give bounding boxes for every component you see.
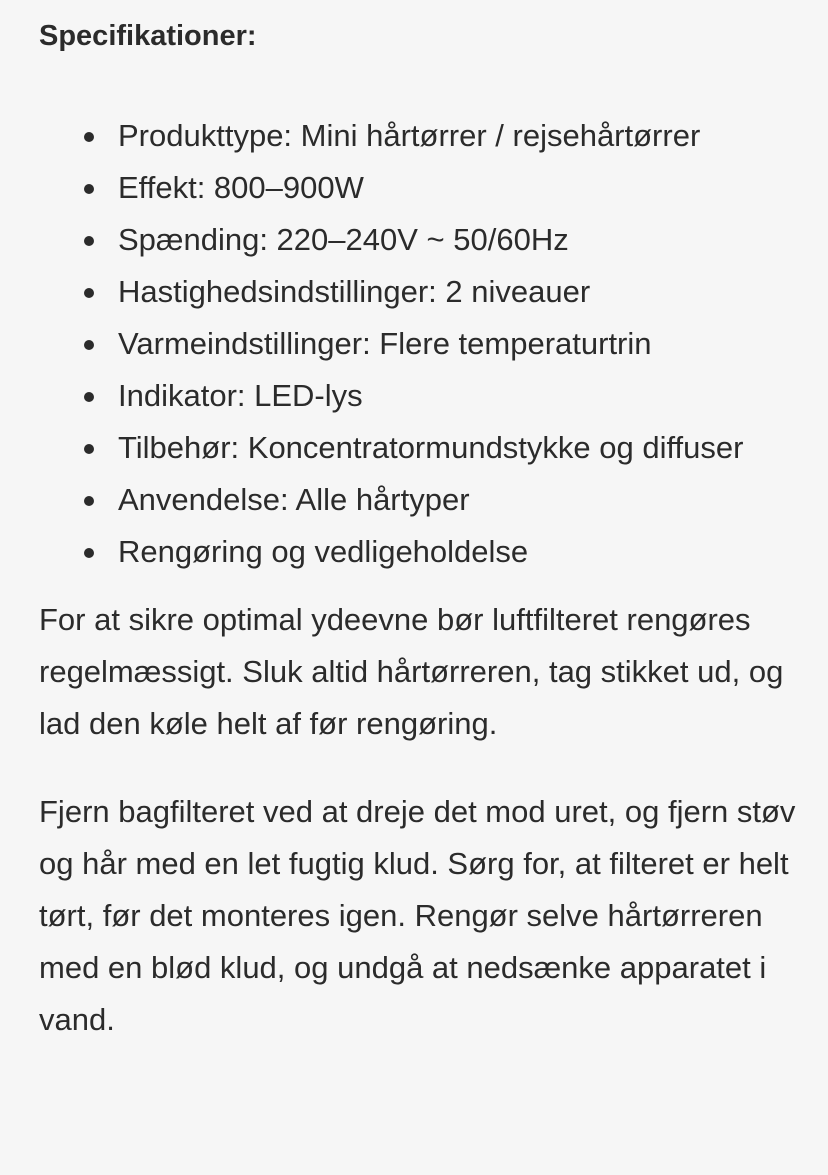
- spec-item-label: Hastighedsindstillinger: 2 niveauer: [118, 274, 591, 309]
- spec-item-label: Indikator: LED-lys: [118, 378, 363, 413]
- spec-item-label: Produkttype: Mini hårtørrer / rejsehårtørrer: [118, 118, 701, 153]
- spec-item-label: Tilbehør: Koncentratormundstykke og diffuser: [118, 430, 744, 465]
- spec-item-label: Spænding: 220–240V ~ 50/60Hz: [118, 222, 569, 257]
- cleaning-paragraph: For at sikre optimal ydeevne bør luftfilteret rengøres regelmæssigt. Sluk altid hårtørreren, tag stikket ud, og lad den køle helt af før rengøring.: [39, 602, 784, 741]
- specifications-list: [39, 110, 799, 578]
- bullet-icon: [84, 132, 94, 142]
- spec-item-accessories: [39, 422, 799, 474]
- bullet-icon: [84, 236, 94, 246]
- spec-item-cleaning: [39, 526, 799, 578]
- bullet-icon: [84, 340, 94, 350]
- spec-item-indicator: [39, 370, 799, 422]
- specifications-heading: Specifikationer:: [39, 20, 257, 52]
- product-description: [39, 0, 799, 1046]
- spec-item-label: Rengøring og vedligeholdelse: [118, 534, 529, 569]
- spec-item-heat-settings: [39, 318, 799, 370]
- bullet-icon: [84, 496, 94, 506]
- bullet-icon: [84, 184, 94, 194]
- spec-item-speed-settings: [39, 266, 799, 318]
- spec-item-usage: [39, 474, 799, 526]
- filter-paragraph: Fjern bagfilteret ved at dreje det mod uret, og fjern støv og hår med en let fugtig klud. Sørg for, at filteret er helt tørt, før det monteres igen. Rengør selve hårtørreren med en blød klud, og undgå at nedsænke apparatet i vand.: [39, 794, 796, 1037]
- bullet-icon: [84, 548, 94, 558]
- spec-item-voltage: [39, 214, 799, 266]
- spec-item-label: Anvendelse: Alle hårtyper: [118, 482, 470, 517]
- spec-item-label: Varmeindstillinger: Flere temperaturtrin: [118, 326, 652, 361]
- bullet-icon: [84, 392, 94, 402]
- bullet-icon: [84, 288, 94, 298]
- spec-item-product-type: [39, 110, 799, 162]
- spec-item-power: [39, 162, 799, 214]
- bullet-icon: [84, 444, 94, 454]
- spec-item-label: Effekt: 800–900W: [118, 170, 364, 205]
